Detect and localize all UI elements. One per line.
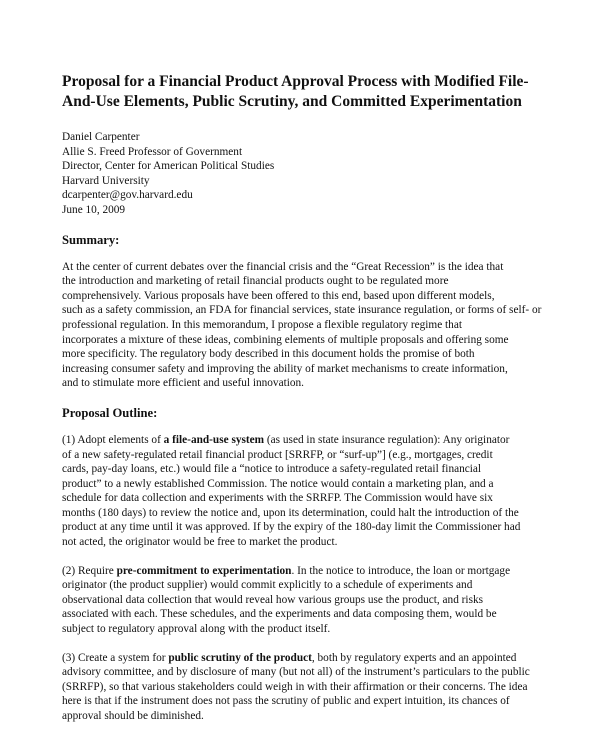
document-title <box>62 72 550 112</box>
author-date: June 10, 2009 <box>62 203 126 216</box>
summary-line: comprehensively. Various proposals have been offered to this end, based upon different models, <box>62 289 495 302</box>
outline-item-1-first-line <box>62 433 550 448</box>
outline-item-2-line: associated with each. These schedules, and the experiments and data composing them, would be <box>62 608 497 621</box>
outline-item-1-line: product” to a newly established Commission. The notice would contain a marketing plan, and a <box>62 477 494 490</box>
outline-item-2-first-line <box>62 564 550 579</box>
outline-item-1 <box>62 433 550 550</box>
outline-item-2-line: subject to regulatory approval along with the product itself. <box>62 623 331 636</box>
outline-item-3-first-line <box>62 651 550 666</box>
summary-line: incorporates a mixture of these ideas, combining elements of multiple proposals and offering some <box>62 333 509 346</box>
author-institution: Harvard University <box>62 174 150 187</box>
outline-item-3-line: approval should be diminished. <box>62 710 204 722</box>
summary-line: such as a safety commission, an FDA for financial services, state insurance regulation, or forms of self- or <box>62 304 542 317</box>
outline-item-1-line: months (180 days) to review the notice and, upon its determination, could halt the introduction of the <box>62 506 519 519</box>
outline-item-2-line: originator (the product supplier) would commit explicitly to a schedule of experiments and <box>62 579 473 592</box>
outline-item-3-line: advisory committee, and by disclosure of many (but not all) of the instrument’s particulars to the public <box>62 666 530 679</box>
outline-item-3-line: (SRRFP), so that various stakeholders could weigh in with their affirmation or their concerns. The idea <box>62 680 528 693</box>
summary-paragraph <box>62 260 550 391</box>
title-line-1: Proposal for a Financial Product Approval Process with Modified File- <box>62 73 529 90</box>
outline-item-1-line: schedule for data collection and experiments with the SRRFP. The Commission would have six <box>62 492 493 505</box>
outline-item-2-rest: . In the notice to introduce, the loan or mortgage <box>291 564 511 577</box>
outline-item-1-line: product at any time until it was approved. If by the expiry of the 180-day limit the Commissioner had <box>62 521 521 534</box>
summary-heading: Summary: <box>62 232 120 247</box>
author-position: Allie S. Freed Professor of Government <box>62 145 243 158</box>
outline-item-2-lead: (2) Require <box>62 564 117 577</box>
outline-item-2 <box>62 564 550 637</box>
outline-item-3-rest: , both by regulatory experts and an appointed <box>311 651 517 664</box>
outline-item-1-line: cards, pay-day loans, etc.) would file a “notice to introduce a safety-regulated retail financial <box>62 463 482 476</box>
author-role: Director, Center for American Political Studies <box>62 160 275 173</box>
summary-line: the introduction and marketing of retail financial products ought to be regulated more <box>62 275 449 288</box>
outline-item-2-line: observational data collection that would reveal how various groups use the product, and risks <box>62 593 484 606</box>
author-block <box>62 130 550 218</box>
summary-line: professional regulation. In this memorandum, I propose a flexible regulatory regime that <box>62 318 462 331</box>
outline-item-3-lead: (3) Create a system for <box>62 651 169 664</box>
author-email: dcarpenter@gov.harvard.edu <box>62 189 193 202</box>
summary-line: and to stimulate more efficient and useful innovation. <box>62 377 304 390</box>
summary-line: increasing consumer safety and improving the ability of market mechanisms to create information, <box>62 362 508 375</box>
title-line-2: And-Use Elements, Public Scrutiny, and Committed Experimentation <box>62 93 522 110</box>
outline-heading: Proposal Outline: <box>62 405 158 420</box>
outline-item-3-keyword: public scrutiny of the product <box>168 651 312 664</box>
outline-item-2-keyword: pre-commitment to experimentation <box>116 564 292 577</box>
author-name: Daniel Carpenter <box>62 131 140 143</box>
outline-item-1-line: not acted, the originator would be free to market the product. <box>62 536 338 549</box>
outline-item-1-keyword: a file-and-use system <box>163 433 265 446</box>
outline-item-1-lead: (1) Adopt elements of <box>62 433 164 446</box>
outline-item-1-rest: (as used in state insurance regulation): Any originator <box>264 433 510 446</box>
summary-line: At the center of current debates over the financial crisis and the “Great Recession” is the idea that <box>62 260 504 273</box>
outline-item-3 <box>62 651 550 724</box>
outline-item-1-line: of a new safety-regulated retail financial product [SRRFP, or “surf-up”] (e.g., mortgages, credit <box>62 448 493 461</box>
outline-item-3-line: here is that if the instrument does not pass the scrutiny of public and expert intuition, its chances of <box>62 695 510 708</box>
summary-line: more specificity. The regulatory body described in this document holds the promise of both <box>62 348 475 361</box>
